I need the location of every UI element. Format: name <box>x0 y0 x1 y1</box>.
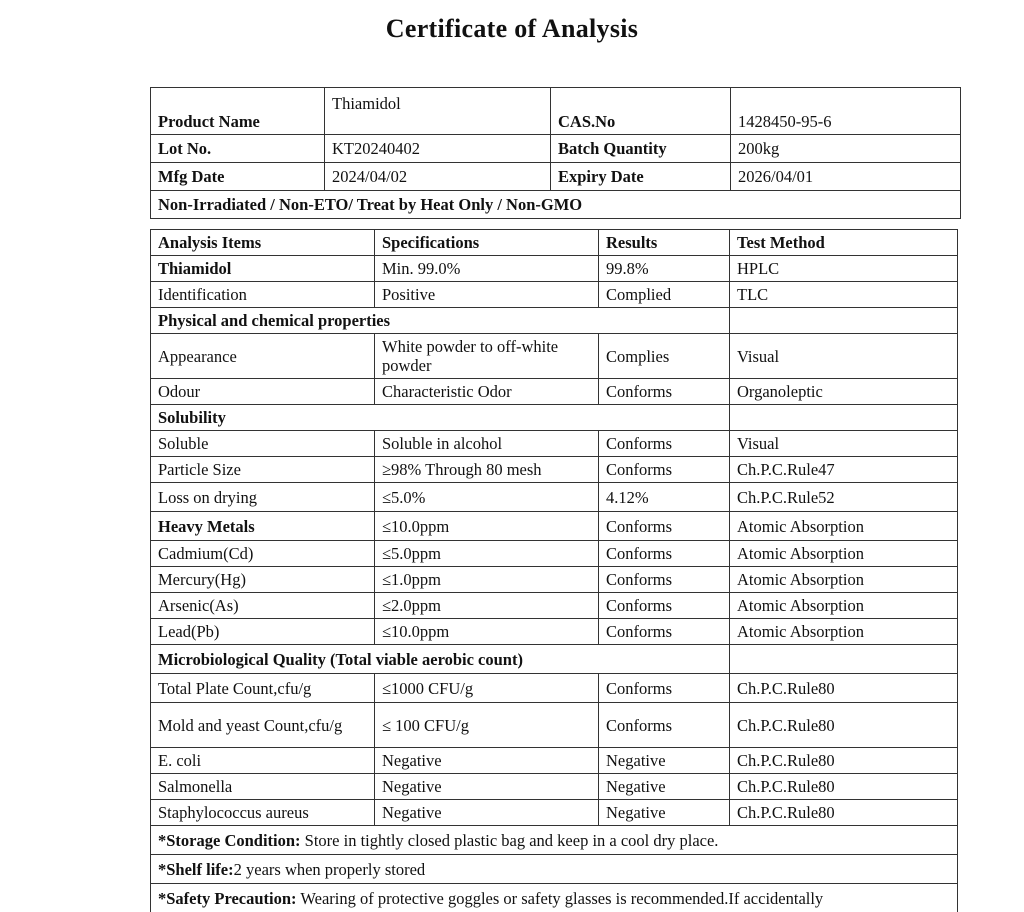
specification: ≥98% Through 80 mesh <box>375 457 599 483</box>
result: 99.8% <box>599 256 730 282</box>
footer-text: 2 years when properly stored <box>234 860 426 879</box>
footer-label: *Storage Condition: <box>158 831 301 850</box>
batch-quantity-value: 200kg <box>731 135 961 163</box>
analysis-row <box>151 512 958 541</box>
footer-cell <box>151 855 958 884</box>
analysis-row <box>151 774 958 800</box>
analysis-row <box>151 674 958 703</box>
test-method: Atomic Absorption <box>730 593 958 619</box>
info-row <box>151 88 961 135</box>
header-test-method: Test Method <box>730 230 958 256</box>
test-method: Atomic Absorption <box>730 512 958 541</box>
footer-cell <box>151 826 958 855</box>
test-method: Ch.P.C.Rule80 <box>730 703 958 748</box>
info-row <box>151 135 961 163</box>
item-name: E. coli <box>151 748 375 774</box>
item-name: Heavy Metals <box>151 512 375 541</box>
cas-no-label: CAS.No <box>551 88 731 135</box>
specification: White powder to off-white powder <box>375 334 599 379</box>
result: Conforms <box>599 703 730 748</box>
test-method: HPLC <box>730 256 958 282</box>
specification: Soluble in alcohol <box>375 431 599 457</box>
product-name-label: Product Name <box>151 88 325 135</box>
specification: ≤10.0ppm <box>375 619 599 645</box>
section-row <box>151 308 958 334</box>
result: Conforms <box>599 567 730 593</box>
specification: ≤5.0ppm <box>375 541 599 567</box>
result: Conforms <box>599 431 730 457</box>
cas-no-value: 1428450-95-6 <box>731 88 961 135</box>
analysis-row <box>151 541 958 567</box>
item-name: Appearance <box>151 334 375 379</box>
footer-row <box>151 826 958 855</box>
result: Conforms <box>599 619 730 645</box>
specification: ≤1.0ppm <box>375 567 599 593</box>
footer-label: *Safety Precaution: <box>158 889 297 908</box>
item-name: Mold and yeast Count,cfu/g <box>151 703 375 748</box>
result: 4.12% <box>599 483 730 512</box>
result: Complies <box>599 334 730 379</box>
specification: ≤5.0% <box>375 483 599 512</box>
expiry-date-label: Expiry Date <box>551 163 731 191</box>
result: Negative <box>599 774 730 800</box>
analysis-row <box>151 593 958 619</box>
product-info-table <box>150 87 961 219</box>
analysis-row <box>151 282 958 308</box>
test-method: Atomic Absorption <box>730 567 958 593</box>
specification: ≤10.0ppm <box>375 512 599 541</box>
test-method: Ch.P.C.Rule80 <box>730 800 958 826</box>
test-method: Visual <box>730 431 958 457</box>
footer-cell <box>151 884 958 912</box>
item-name: Thiamidol <box>151 256 375 282</box>
analysis-header-row <box>151 230 958 256</box>
header-results: Results <box>599 230 730 256</box>
result: Negative <box>599 800 730 826</box>
test-method: Atomic Absorption <box>730 541 958 567</box>
test-method: Ch.P.C.Rule47 <box>730 457 958 483</box>
test-method: TLC <box>730 282 958 308</box>
result: Conforms <box>599 541 730 567</box>
analysis-footer <box>151 826 958 912</box>
footer-row <box>151 855 958 884</box>
analysis-row <box>151 567 958 593</box>
item-name: Arsenic(As) <box>151 593 375 619</box>
test-method: Organoleptic <box>730 379 958 405</box>
footer-text: Wearing of protective goggles or safety glasses is recommended.If accidentally <box>297 889 824 908</box>
item-name: Cadmium(Cd) <box>151 541 375 567</box>
analysis-row <box>151 431 958 457</box>
batch-quantity-label: Batch Quantity <box>551 135 731 163</box>
item-name: Loss on drying <box>151 483 375 512</box>
section-row <box>151 645 958 674</box>
analysis-row <box>151 619 958 645</box>
specification: Characteristic Odor <box>375 379 599 405</box>
result: Complied <box>599 282 730 308</box>
specification: Negative <box>375 774 599 800</box>
item-name: Identification <box>151 282 375 308</box>
specification: Min. 99.0% <box>375 256 599 282</box>
item-name: Lead(Pb) <box>151 619 375 645</box>
product-name-value: Thiamidol <box>325 88 551 135</box>
test-method: Ch.P.C.Rule80 <box>730 674 958 703</box>
test-method: Ch.P.C.Rule80 <box>730 774 958 800</box>
lot-no-label: Lot No. <box>151 135 325 163</box>
result: Conforms <box>599 457 730 483</box>
section-empty-cell <box>730 645 958 674</box>
specification: ≤2.0ppm <box>375 593 599 619</box>
item-name: Mercury(Hg) <box>151 567 375 593</box>
section-empty-cell <box>730 405 958 431</box>
item-name: Soluble <box>151 431 375 457</box>
item-name: Salmonella <box>151 774 375 800</box>
analysis-row <box>151 457 958 483</box>
header-analysis-items: Analysis Items <box>151 230 375 256</box>
item-name: Total Plate Count,cfu/g <box>151 674 375 703</box>
specification: ≤ 100 CFU/g <box>375 703 599 748</box>
mfg-date-label: Mfg Date <box>151 163 325 191</box>
lot-no-value: KT20240402 <box>325 135 551 163</box>
footer-label: *Shelf life: <box>158 860 234 879</box>
analysis-row <box>151 800 958 826</box>
result: Conforms <box>599 674 730 703</box>
analysis-row <box>151 748 958 774</box>
item-name: Odour <box>151 379 375 405</box>
item-name: Particle Size <box>151 457 375 483</box>
header-specifications: Specifications <box>375 230 599 256</box>
specification: Negative <box>375 800 599 826</box>
info-row <box>151 163 961 191</box>
section-title: Physical and chemical properties <box>151 308 730 334</box>
footer-row <box>151 884 958 912</box>
section-empty-cell <box>730 308 958 334</box>
section-title: Solubility <box>151 405 730 431</box>
specification: Negative <box>375 748 599 774</box>
specification: Positive <box>375 282 599 308</box>
analysis-row <box>151 334 958 379</box>
analysis-row <box>151 256 958 282</box>
document-title: Certificate of Analysis <box>0 14 1024 44</box>
section-row <box>151 405 958 431</box>
result: Conforms <box>599 379 730 405</box>
section-title: Microbiological Quality (Total viable aerobic count) <box>151 645 730 674</box>
analysis-row <box>151 703 958 748</box>
result: Conforms <box>599 593 730 619</box>
treatment-note: Non-Irradiated / Non-ETO/ Treat by Heat Only / Non-GMO <box>151 191 961 219</box>
footer-text: Store in tightly closed plastic bag and keep in a cool dry place. <box>301 831 719 850</box>
test-method: Ch.P.C.Rule80 <box>730 748 958 774</box>
test-method: Ch.P.C.Rule52 <box>730 483 958 512</box>
info-row <box>151 191 961 219</box>
test-method: Atomic Absorption <box>730 619 958 645</box>
specification: ≤1000 CFU/g <box>375 674 599 703</box>
result: Conforms <box>599 512 730 541</box>
item-name: Staphylococcus aureus <box>151 800 375 826</box>
analysis-table <box>150 229 958 912</box>
test-method: Visual <box>730 334 958 379</box>
analysis-row <box>151 483 958 512</box>
analysis-row <box>151 379 958 405</box>
expiry-date-value: 2026/04/01 <box>731 163 961 191</box>
analysis-body <box>151 256 958 826</box>
result: Negative <box>599 748 730 774</box>
mfg-date-value: 2024/04/02 <box>325 163 551 191</box>
